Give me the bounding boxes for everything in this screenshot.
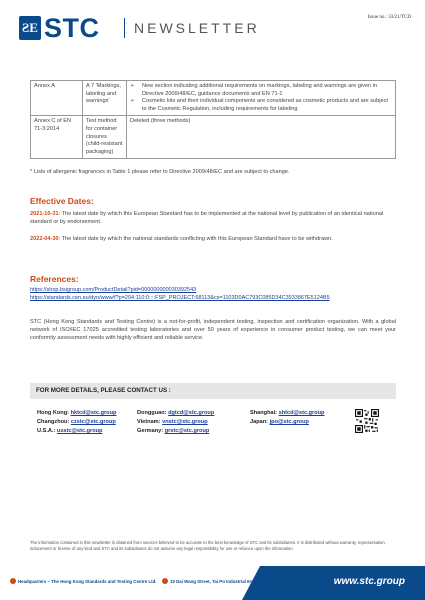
contact-item bbox=[250, 410, 324, 416]
contact-label: U.S.A.: bbox=[37, 428, 56, 434]
contact-item bbox=[37, 428, 102, 434]
arrow-bullet-icon: ➢ bbox=[130, 98, 135, 105]
table-footnote: * Lists of allergenic fragrances in Table 1 please refer to Directive 2009/48/EC and are subject to change. bbox=[30, 169, 290, 175]
contact-email-link[interactable]: jpo@stc.group bbox=[269, 419, 309, 425]
location-pin-icon bbox=[10, 578, 16, 584]
standard-changes-table bbox=[30, 80, 396, 159]
table-cell: Annex A bbox=[31, 81, 83, 116]
contact-label: Shanghai: bbox=[250, 410, 278, 416]
list-item bbox=[130, 98, 392, 113]
contact-item bbox=[37, 419, 116, 425]
contact-email-link[interactable]: vnstc@stc.group bbox=[162, 419, 208, 425]
references-heading: References: bbox=[30, 274, 79, 284]
table-row bbox=[31, 116, 396, 159]
contact-label: Hong Kong: bbox=[37, 410, 69, 416]
contact-email-link[interactable]: dgtcd@stc.group bbox=[168, 410, 215, 416]
contact-label: Dongguan: bbox=[137, 410, 167, 416]
contact-item bbox=[137, 428, 209, 434]
effective-dates-heading: Effective Dates: bbox=[30, 196, 94, 206]
contact-heading: FOR MORE DETAILS, PLEASE CONTACT US : bbox=[36, 387, 171, 394]
brand-name: STC bbox=[44, 13, 100, 43]
contact-label: Germany: bbox=[137, 428, 164, 434]
contact-item bbox=[37, 410, 116, 416]
contact-item bbox=[137, 410, 214, 416]
contact-label: Vietnam: bbox=[137, 419, 161, 425]
date-description: : The latest date by which the national standards conflicting with this European Standard have to be withdrawn. bbox=[58, 236, 333, 242]
contact-banner bbox=[30, 383, 396, 399]
table-cell: Test method for container closures (child-resistant packaging) bbox=[83, 116, 127, 159]
disclaimer-text: The information contained in this newsletter is obtained from sources believed to be accurate to the best knowledge of STC and its subsidiaries. It is distributed without warranty, representation, inducement or license of any kind and STC and its subsidiaries do not assume any legal responsibility for use or reliance upon the information. bbox=[30, 540, 386, 551]
table-row bbox=[31, 81, 396, 116]
footer-address: 10 Dai Wang Street, Tai Po Industrial Estate, Tai Po, N.T., Hong Kong bbox=[170, 579, 312, 584]
list-item bbox=[130, 83, 392, 98]
footer-headquarters: Headquarters – The Hong Kong Standards and Testing Centre Ltd. bbox=[18, 579, 157, 584]
issue-number: Issue no.: 33/21/TCD bbox=[367, 15, 411, 20]
contact-email-link[interactable]: czstc@stc.group bbox=[70, 419, 116, 425]
table-cell bbox=[127, 81, 396, 116]
contact-email-link[interactable]: usstc@stc.group bbox=[56, 428, 103, 434]
about-paragraph: STC (Hong Kong Standards and Testing Centre) is a not-for-profit, independent testing, inspection and certification organization. With a global network of ISO/IEC 17025 accredited testing laboratories and over 50 years of experience in consumer product testing, we can meet your conformity assessment needs with highly efficient and reliable service. bbox=[30, 319, 396, 341]
table-cell: A 7 'Markings, labeling and warnings' bbox=[83, 81, 127, 116]
contact-item bbox=[250, 419, 309, 425]
contact-email-link[interactable]: grstc@stc.group bbox=[164, 428, 210, 434]
stc-logo-icon: ƧE bbox=[19, 16, 41, 40]
effective-date-item bbox=[30, 235, 396, 243]
arrow-bullet-icon: ➢ bbox=[130, 83, 135, 89]
footer bbox=[0, 566, 425, 600]
table-cell: Annex C of EN 71-3:2014 bbox=[31, 116, 83, 159]
qr-code-icon[interactable] bbox=[355, 409, 379, 433]
effective-date-item bbox=[30, 210, 396, 226]
date-label: 2022-04-30 bbox=[30, 236, 59, 242]
contact-label: Changzhou: bbox=[37, 419, 70, 425]
bullet-text: Cosmetic kits and their individual components are considered as cosmetic products and are subject to the Cosmetic Regulation, including requirements for labeling bbox=[142, 98, 388, 112]
reference-link[interactable]: https://standards.cen.eu/dyn/www/f?p=204:110:0::::FSP_PROJECT:68113&cs=1103D0AC793C085D34C3933867E5124B5 bbox=[30, 295, 330, 301]
contact-email-link[interactable]: hktcd@stc.group bbox=[70, 410, 117, 416]
website-link[interactable]: www.stc.group bbox=[333, 576, 405, 587]
contact-email-link[interactable]: shtcd@stc.group bbox=[278, 410, 325, 416]
reference-link[interactable]: https://shop.bsigroup.com/ProductDetail?pid=000000000030392543 bbox=[30, 287, 197, 293]
header bbox=[0, 0, 425, 56]
bullet-text: New section indicating additional requirements on markings, labeling and warnings are given in Directive 2009/48/EC, guidance documents and EN 71-1 bbox=[142, 83, 378, 97]
newsletter-title: NEWSLETTER bbox=[134, 20, 260, 36]
table-cell: Deleted (three methods) bbox=[127, 116, 396, 159]
date-label: 2021-10-31 bbox=[30, 211, 59, 217]
header-divider bbox=[124, 18, 125, 38]
date-description: : The latest date by which this European Standard has to be implemented at the national level by publication of an identical national standard or by endorsement. bbox=[30, 211, 384, 225]
contact-label: Japan: bbox=[250, 419, 269, 425]
location-pin-icon bbox=[162, 578, 168, 584]
contact-item bbox=[137, 419, 208, 425]
